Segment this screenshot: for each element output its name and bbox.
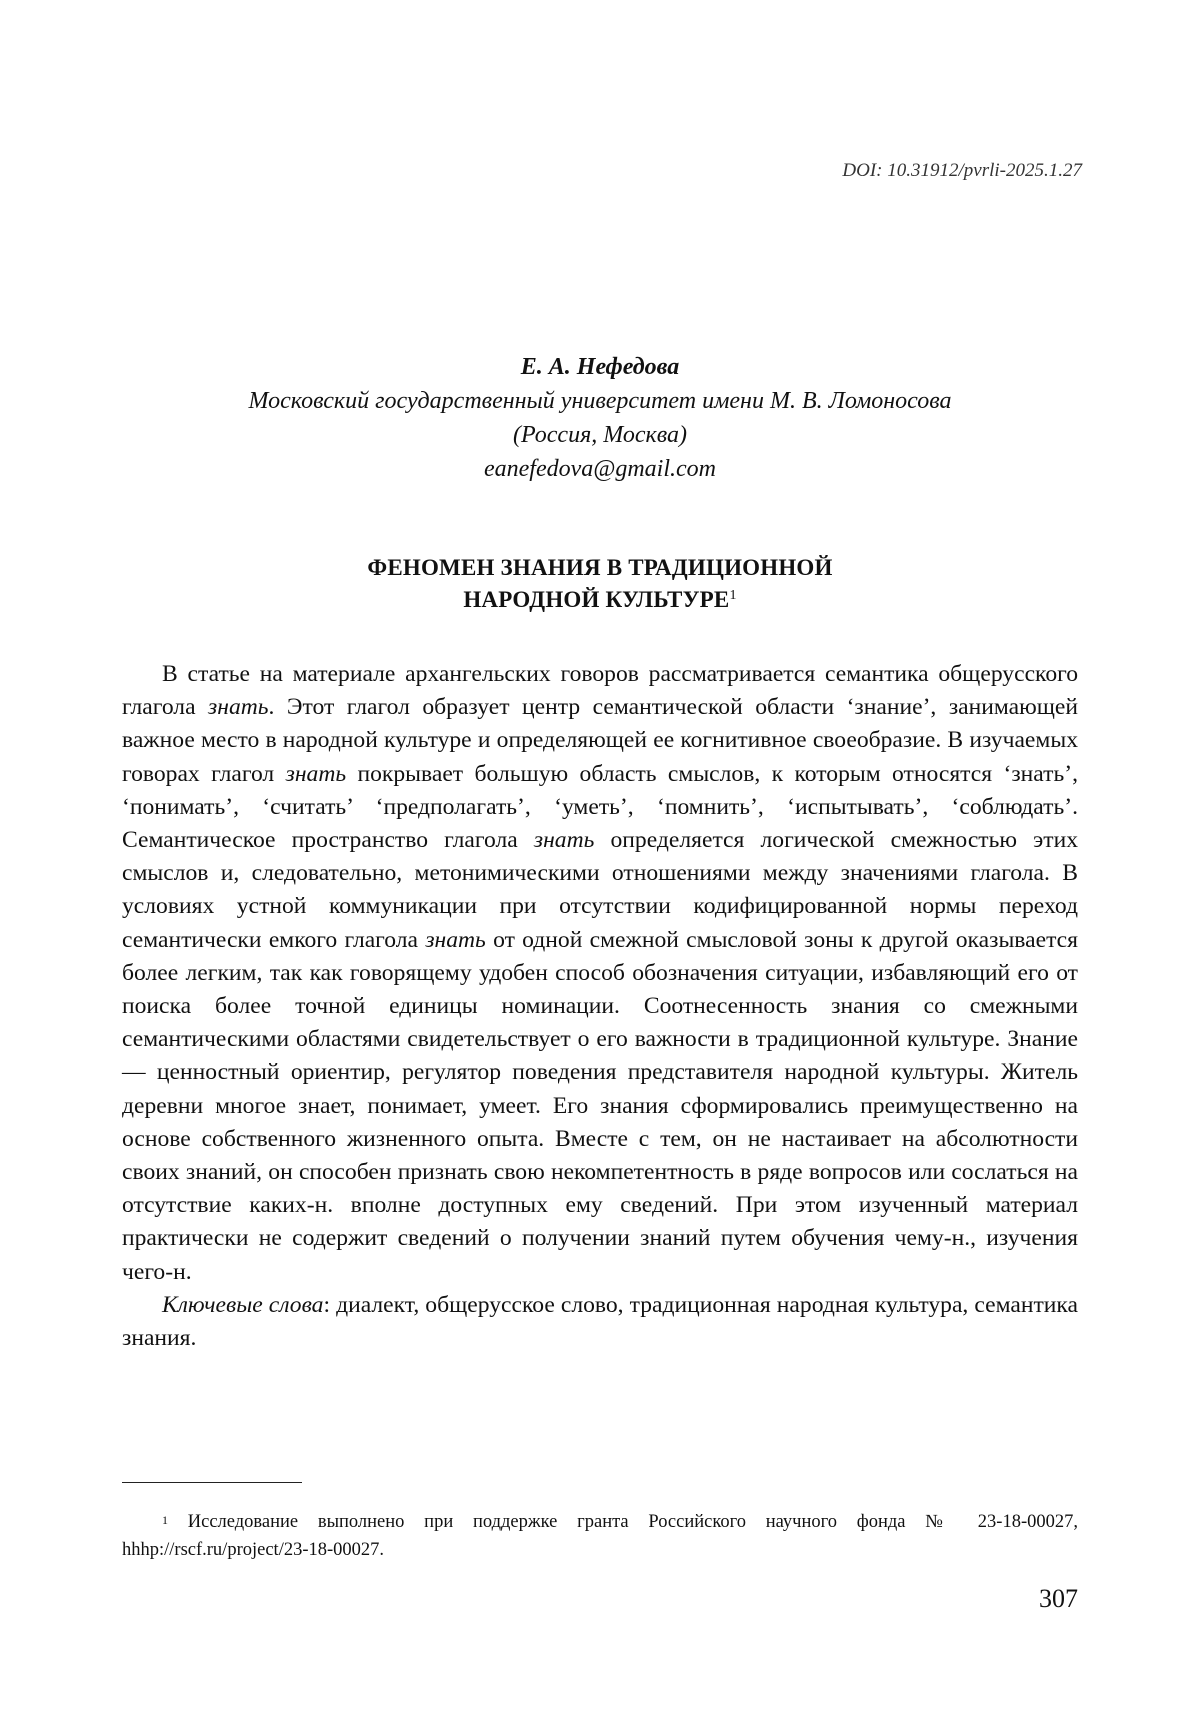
page-number: 307 — [1039, 1584, 1078, 1613]
title-line-2-text: НАРОДНОЙ КУЛЬТУРЕ — [463, 587, 730, 612]
footnote — [122, 1508, 1078, 1564]
abstract-paragraph — [122, 658, 1078, 1289]
abstract-text-1: В статье на материале архангельских говоров рассматривается семантика общерусского глагола — [122, 661, 1078, 721]
abstract — [122, 658, 1078, 1355]
term-znat-3: знать — [533, 827, 595, 854]
author-block — [0, 350, 1200, 486]
doi-line: DOI: 10.31912/pvrli-2025.1.27 — [842, 160, 1082, 181]
term-znat-2: знать — [285, 760, 347, 787]
footnote-text: Исследование выполнено при поддержке гранта Российского научного фонда № 23-18-00027, hhhp://rscf.ru/project/23-18-00027. — [122, 1512, 1078, 1560]
author-location: (Россия, Москва) — [512, 422, 688, 448]
title-line-1: ФЕНОМЕН ЗНАНИЯ В ТРАДИЦИОННОЙ — [367, 555, 833, 580]
term-znat-4: знать — [425, 926, 486, 953]
keywords-label: Ключевые слова — [162, 1291, 324, 1318]
footnote-divider — [122, 1482, 302, 1483]
author-name: Е. А. Нефедова — [520, 354, 680, 380]
abstract-text-4: определяется логической смежностью этих смыслов и, следовательно, метонимическими отношениями между значениями глагола. В условиях устной коммуникации при отсутствии кодифицированной нормы переход семантически емкого глагола — [122, 827, 1078, 953]
author-email: eanefedova@gmail.com — [483, 456, 716, 482]
article-title — [0, 552, 1200, 616]
title-footnote-mark: 1 — [729, 588, 737, 603]
abstract-text-3: покрывает большую область смыслов, к которым относятся ‘знать’, ‘понимать’, ‘считать’ ‘предполагать’, ‘уметь’, ‘помнить’, ‘испытывать’, ‘соблюдать’. Семантическое пространство глагола — [122, 760, 1078, 854]
keywords-paragraph — [122, 1289, 1078, 1355]
title-line-2 — [0, 584, 1200, 616]
keywords-text: : диалект, общерусское слово, традиционная народная культура, семантика знания. — [122, 1291, 1078, 1352]
term-znat-1: знать — [208, 694, 269, 721]
abstract-text-5: от одной смежной смысловой зоны к другой оказывается более легким, так как говорящему удобен способ обозначения ситуации, избавляющий его от поиска более точной единицы номинации. Соотнесенность знания со смежными семантическими областями свидетельствует о его важности в традиционной культуре. Знание — ценностный ориентир, регулятор поведения представителя народной культуры. Житель деревни многое знает, понимает, умеет. Его знания сформировались преимущественно на основе собственного жизненного опыта. Вместе с тем, он не настаивает на абсолютности своих знаний, он способен признать свою некомпетентность в ряде вопросов или сослаться на отсутствие каких-н. вполне доступных ему сведений. При этом изученный материал практически не содержит сведений о получении знаний путем обучения чему-н., изучения чего-н. — [122, 926, 1078, 1285]
author-affiliation: Московский государственный университет имени М. В. Ломоносова — [248, 388, 952, 414]
abstract-text-2: . Этот глагол образует центр семантической области ‘знание’, занимающей важное место в народной культуре и определяющей ее когнитивное своеобразие. В изучаемых говорах глагол — [122, 694, 1078, 787]
footnote-mark: 1 — [162, 1513, 168, 1527]
